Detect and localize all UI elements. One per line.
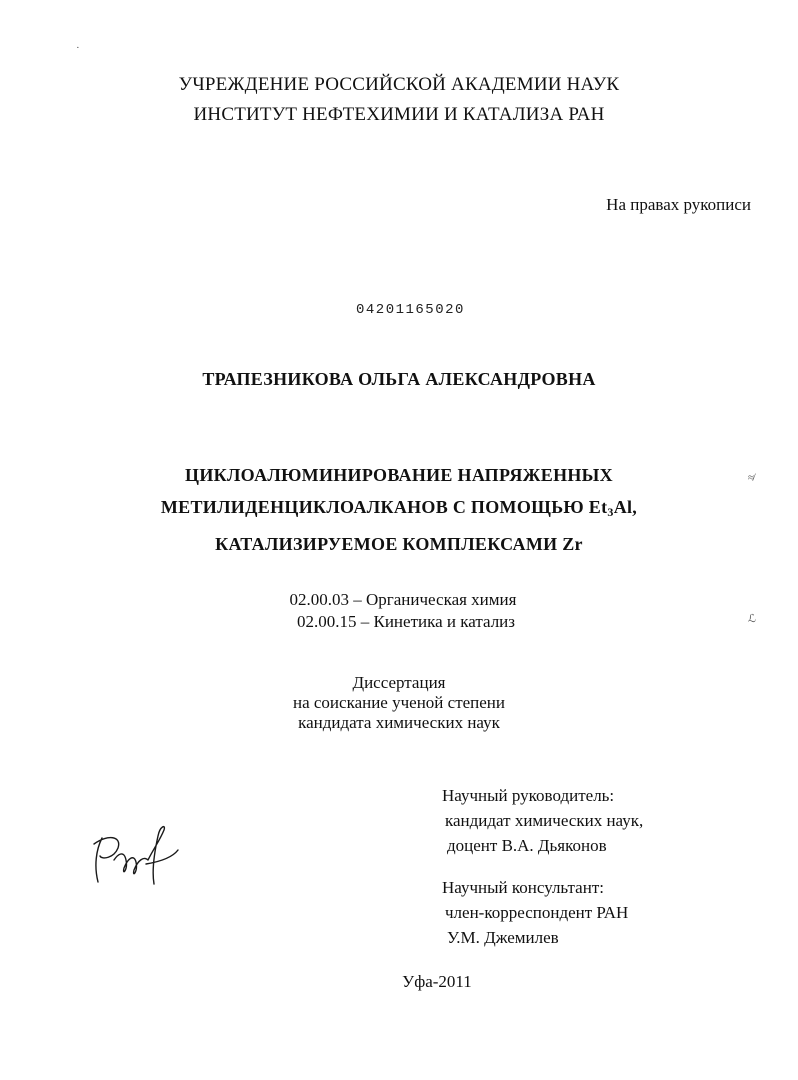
consultant-block [442, 875, 628, 950]
title-line-2-subscript: 3 [607, 505, 614, 519]
title-line-2 [0, 491, 798, 528]
consultant-role: Научный консультант: [442, 878, 604, 897]
title-line-3: КАТАЛИЗИРУЕМОЕ КОМПЛЕКСАМИ Zr [215, 534, 583, 554]
scan-mark-dot: · [76, 42, 80, 54]
dissertation-title [0, 459, 798, 560]
manuscript-note: На правах рукописи [606, 195, 751, 214]
dissertation-line-3: кандидата химических наук [298, 713, 500, 732]
supervisor-role: Научный руководитель: [442, 786, 615, 805]
consultant-name: У.М. Джемилев [447, 928, 559, 947]
institution-line-2: ИНСТИТУТ НЕФТЕХИМИИ И КАТАЛИЗА РАН [193, 104, 605, 125]
title-line-1: ЦИКЛОАЛЮМИНИРОВАНИЕ НАПРЯЖЕННЫХ [185, 465, 613, 485]
specialty-2: 02.00.15 – Кинетика и катализ [297, 612, 515, 631]
specialty-1: 02.00.03 – Органическая химия [289, 590, 517, 609]
signature-icon [88, 820, 188, 890]
title-line-2-suffix: Al, [613, 497, 638, 517]
city-year: Уфа-2011 [402, 972, 472, 991]
consultant-degree: член-корреспондент РАН [445, 903, 629, 922]
dissertation-line-1: Диссертация [352, 673, 446, 692]
supervisor-degree: кандидат химических наук, [445, 811, 644, 830]
supervisor-name: доцент В.А. Дьяконов [447, 836, 607, 855]
title-line-2-prefix: МЕТИЛИДЕНЦИКЛОАЛКАНОВ С ПОМОЩЬЮ Et [160, 497, 608, 517]
institution-header [0, 70, 798, 130]
institution-line-1: УЧРЕЖДЕНИЕ РОССИЙСКОЙ АКАДЕМИИ НАУК [178, 74, 620, 95]
author-name: ТРАПЕЗНИКОВА ОЛЬГА АЛЕКСАНДРОВНА [202, 369, 596, 389]
scan-mark-side-1: ≉ [748, 472, 755, 484]
registry-code: 04201165020 [356, 302, 465, 318]
scan-mark-side-2: ℒ [748, 613, 756, 625]
supervisor-block [442, 783, 643, 858]
dissertation-line-2: на соискание ученой степени [292, 693, 506, 712]
dissertation-type [0, 673, 798, 733]
specialties [0, 589, 798, 633]
